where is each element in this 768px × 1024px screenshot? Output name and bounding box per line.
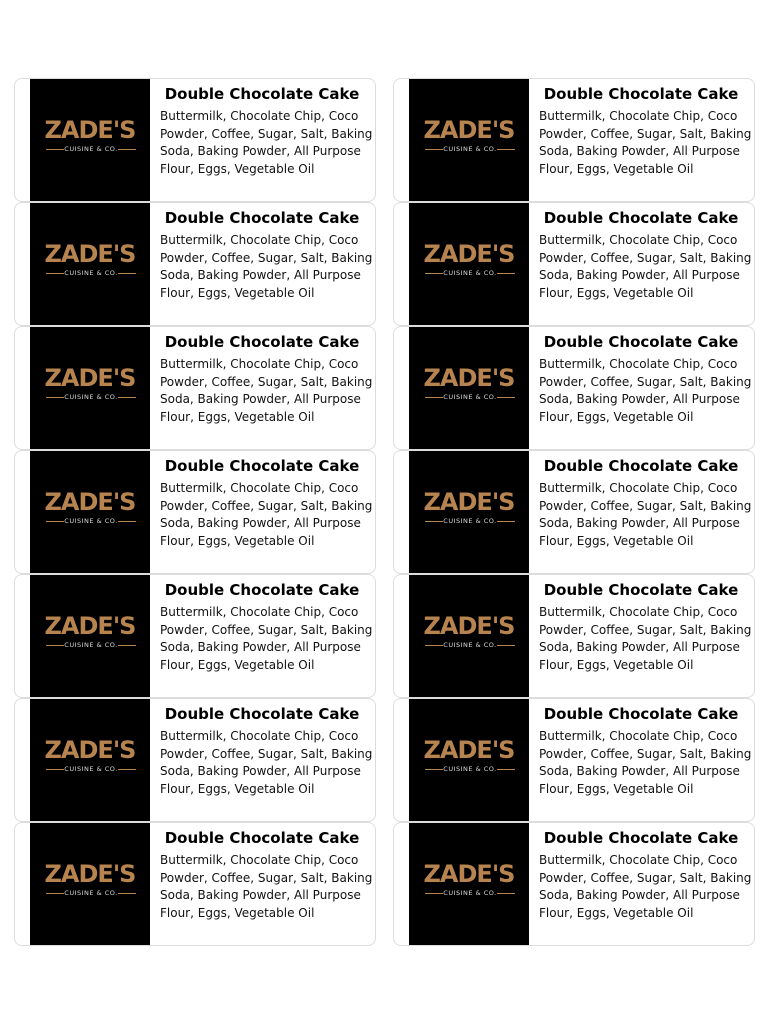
product-label — [14, 326, 376, 450]
divider — [46, 893, 64, 894]
logo-panel — [30, 78, 150, 202]
divider — [497, 893, 515, 894]
brand-logo-tagline-row — [46, 640, 136, 650]
label-ingredients: Buttermilk, Chocolate Chip, Coco Powder, Coffee, Sugar, Salt, Baking Soda, Baking Powder, All Purpose Flour, Eggs, Vegetable Oil — [160, 233, 373, 300]
label-ingredients: Buttermilk, Chocolate Chip, Coco Powder, Coffee, Sugar, Salt, Baking Soda, Baking Powder, All Purpose Flour, Eggs, Vegetable Oil — [539, 481, 752, 548]
label-ingredients: Buttermilk, Chocolate Chip, Coco Powder, Coffee, Sugar, Salt, Baking Soda, Baking Powder, All Purpose Flour, Eggs, Vegetable Oil — [539, 357, 752, 424]
brand-logo — [409, 612, 529, 652]
brand-logo-wordmark: ZADE'S — [44, 488, 136, 516]
label-title: Double Chocolate Cake — [164, 705, 360, 723]
label-ingredients: Buttermilk, Chocolate Chip, Coco Powder, Coffee, Sugar, Salt, Baking Soda, Baking Powder, All Purpose Flour, Eggs, Vegetable Oil — [539, 853, 752, 920]
divider — [46, 149, 64, 150]
divider — [118, 521, 136, 522]
label-title: Double Chocolate Cake — [543, 457, 739, 475]
brand-logo-wordmark: ZADE'S — [423, 364, 515, 392]
brand-logo — [409, 240, 529, 280]
divider — [46, 769, 64, 770]
label-ingredients: Buttermilk, Chocolate Chip, Coco Powder, Coffee, Sugar, Salt, Baking Soda, Baking Powder, All Purpose Flour, Eggs, Vegetable Oil — [539, 109, 752, 176]
brand-logo-tagline-row — [425, 888, 515, 898]
brand-logo-tagline: CUISINE & CO. — [64, 393, 118, 401]
logo-panel — [30, 326, 150, 450]
label-title: Double Chocolate Cake — [543, 829, 739, 847]
divider — [46, 397, 64, 398]
brand-logo-tagline-row — [425, 516, 515, 526]
brand-logo — [30, 488, 150, 528]
product-label — [14, 822, 376, 946]
brand-logo — [30, 612, 150, 652]
brand-logo — [409, 488, 529, 528]
logo-panel — [409, 822, 529, 946]
brand-logo — [30, 240, 150, 280]
brand-logo-tagline-row — [46, 764, 136, 774]
brand-logo-wordmark: ZADE'S — [423, 488, 515, 516]
brand-logo-tagline: CUISINE & CO. — [64, 641, 118, 649]
divider — [425, 893, 443, 894]
label-title: Double Chocolate Cake — [164, 581, 360, 599]
brand-logo-tagline: CUISINE & CO. — [443, 641, 497, 649]
brand-logo-tagline: CUISINE & CO. — [64, 145, 118, 153]
label-title: Double Chocolate Cake — [164, 333, 360, 351]
product-label — [393, 698, 755, 822]
label-title: Double Chocolate Cake — [543, 705, 739, 723]
label-title: Double Chocolate Cake — [543, 209, 739, 227]
divider — [118, 149, 136, 150]
brand-logo-tagline: CUISINE & CO. — [443, 393, 497, 401]
label-title: Double Chocolate Cake — [164, 457, 360, 475]
product-label — [393, 574, 755, 698]
brand-logo-tagline-row — [425, 144, 515, 154]
label-title: Double Chocolate Cake — [543, 85, 739, 103]
brand-logo-wordmark: ZADE'S — [44, 736, 136, 764]
brand-logo-tagline: CUISINE & CO. — [443, 269, 497, 277]
brand-logo — [30, 364, 150, 404]
brand-logo-tagline: CUISINE & CO. — [443, 517, 497, 525]
logo-panel — [409, 574, 529, 698]
product-label — [14, 202, 376, 326]
product-label — [14, 450, 376, 574]
brand-logo-tagline: CUISINE & CO. — [443, 765, 497, 773]
divider — [118, 893, 136, 894]
divider — [497, 769, 515, 770]
logo-panel — [30, 202, 150, 326]
divider — [118, 645, 136, 646]
label-ingredients: Buttermilk, Chocolate Chip, Coco Powder, Coffee, Sugar, Salt, Baking Soda, Baking Powder, All Purpose Flour, Eggs, Vegetable Oil — [160, 109, 373, 176]
brand-logo-tagline-row — [46, 268, 136, 278]
divider — [497, 645, 515, 646]
divider — [46, 521, 64, 522]
label-ingredients: Buttermilk, Chocolate Chip, Coco Powder, Coffee, Sugar, Salt, Baking Soda, Baking Powder, All Purpose Flour, Eggs, Vegetable Oil — [160, 605, 373, 672]
label-title: Double Chocolate Cake — [164, 85, 360, 103]
brand-logo-tagline: CUISINE & CO. — [443, 145, 497, 153]
label-ingredients: Buttermilk, Chocolate Chip, Coco Powder, Coffee, Sugar, Salt, Baking Soda, Baking Powder, All Purpose Flour, Eggs, Vegetable Oil — [539, 729, 752, 796]
brand-logo-wordmark: ZADE'S — [423, 612, 515, 640]
brand-logo-tagline-row — [425, 268, 515, 278]
logo-panel — [409, 326, 529, 450]
logo-panel — [409, 698, 529, 822]
divider — [425, 397, 443, 398]
divider — [497, 273, 515, 274]
brand-logo-tagline-row — [46, 888, 136, 898]
brand-logo-wordmark: ZADE'S — [423, 116, 515, 144]
brand-logo — [30, 736, 150, 776]
brand-logo-wordmark: ZADE'S — [423, 736, 515, 764]
divider — [497, 521, 515, 522]
divider — [425, 521, 443, 522]
logo-panel — [409, 450, 529, 574]
product-label — [14, 78, 376, 202]
brand-logo-wordmark: ZADE'S — [44, 364, 136, 392]
product-label — [393, 326, 755, 450]
brand-logo — [409, 364, 529, 404]
divider — [425, 149, 443, 150]
divider — [425, 769, 443, 770]
product-label — [14, 698, 376, 822]
brand-logo — [409, 736, 529, 776]
logo-panel — [30, 574, 150, 698]
divider — [425, 273, 443, 274]
label-ingredients: Buttermilk, Chocolate Chip, Coco Powder, Coffee, Sugar, Salt, Baking Soda, Baking Powder, All Purpose Flour, Eggs, Vegetable Oil — [160, 853, 373, 920]
brand-logo — [30, 116, 150, 156]
product-label — [393, 822, 755, 946]
logo-panel — [409, 78, 529, 202]
brand-logo — [409, 860, 529, 900]
brand-logo-tagline-row — [425, 392, 515, 402]
label-title: Double Chocolate Cake — [164, 829, 360, 847]
label-ingredients: Buttermilk, Chocolate Chip, Coco Powder, Coffee, Sugar, Salt, Baking Soda, Baking Powder, All Purpose Flour, Eggs, Vegetable Oil — [160, 357, 373, 424]
divider — [118, 273, 136, 274]
label-ingredients: Buttermilk, Chocolate Chip, Coco Powder, Coffee, Sugar, Salt, Baking Soda, Baking Powder, All Purpose Flour, Eggs, Vegetable Oil — [539, 605, 752, 672]
divider — [497, 397, 515, 398]
divider — [46, 273, 64, 274]
brand-logo-tagline-row — [425, 640, 515, 650]
brand-logo-tagline: CUISINE & CO. — [64, 765, 118, 773]
label-title: Double Chocolate Cake — [543, 581, 739, 599]
brand-logo-wordmark: ZADE'S — [44, 860, 136, 888]
brand-logo-tagline: CUISINE & CO. — [64, 889, 118, 897]
product-label — [393, 78, 755, 202]
label-ingredients: Buttermilk, Chocolate Chip, Coco Powder, Coffee, Sugar, Salt, Baking Soda, Baking Powder, All Purpose Flour, Eggs, Vegetable Oil — [160, 481, 373, 548]
brand-logo-tagline-row — [46, 392, 136, 402]
label-title: Double Chocolate Cake — [543, 333, 739, 351]
brand-logo-wordmark: ZADE'S — [423, 240, 515, 268]
product-label — [393, 450, 755, 574]
brand-logo-wordmark: ZADE'S — [44, 240, 136, 268]
product-label — [14, 574, 376, 698]
divider — [425, 645, 443, 646]
brand-logo-tagline: CUISINE & CO. — [64, 269, 118, 277]
brand-logo-wordmark: ZADE'S — [44, 116, 136, 144]
product-label — [393, 202, 755, 326]
brand-logo-tagline-row — [425, 764, 515, 774]
brand-logo-tagline: CUISINE & CO. — [64, 517, 118, 525]
logo-panel — [30, 698, 150, 822]
label-ingredients: Buttermilk, Chocolate Chip, Coco Powder, Coffee, Sugar, Salt, Baking Soda, Baking Powder, All Purpose Flour, Eggs, Vegetable Oil — [539, 233, 752, 300]
brand-logo-wordmark: ZADE'S — [44, 612, 136, 640]
logo-panel — [409, 202, 529, 326]
brand-logo-tagline-row — [46, 516, 136, 526]
divider — [118, 397, 136, 398]
logo-panel — [30, 450, 150, 574]
divider — [46, 645, 64, 646]
brand-logo-tagline-row — [46, 144, 136, 154]
label-ingredients: Buttermilk, Chocolate Chip, Coco Powder, Coffee, Sugar, Salt, Baking Soda, Baking Powder, All Purpose Flour, Eggs, Vegetable Oil — [160, 729, 373, 796]
brand-logo-tagline: CUISINE & CO. — [443, 889, 497, 897]
brand-logo-wordmark: ZADE'S — [423, 860, 515, 888]
divider — [497, 149, 515, 150]
brand-logo — [30, 860, 150, 900]
divider — [118, 769, 136, 770]
label-title: Double Chocolate Cake — [164, 209, 360, 227]
brand-logo — [409, 116, 529, 156]
logo-panel — [30, 822, 150, 946]
